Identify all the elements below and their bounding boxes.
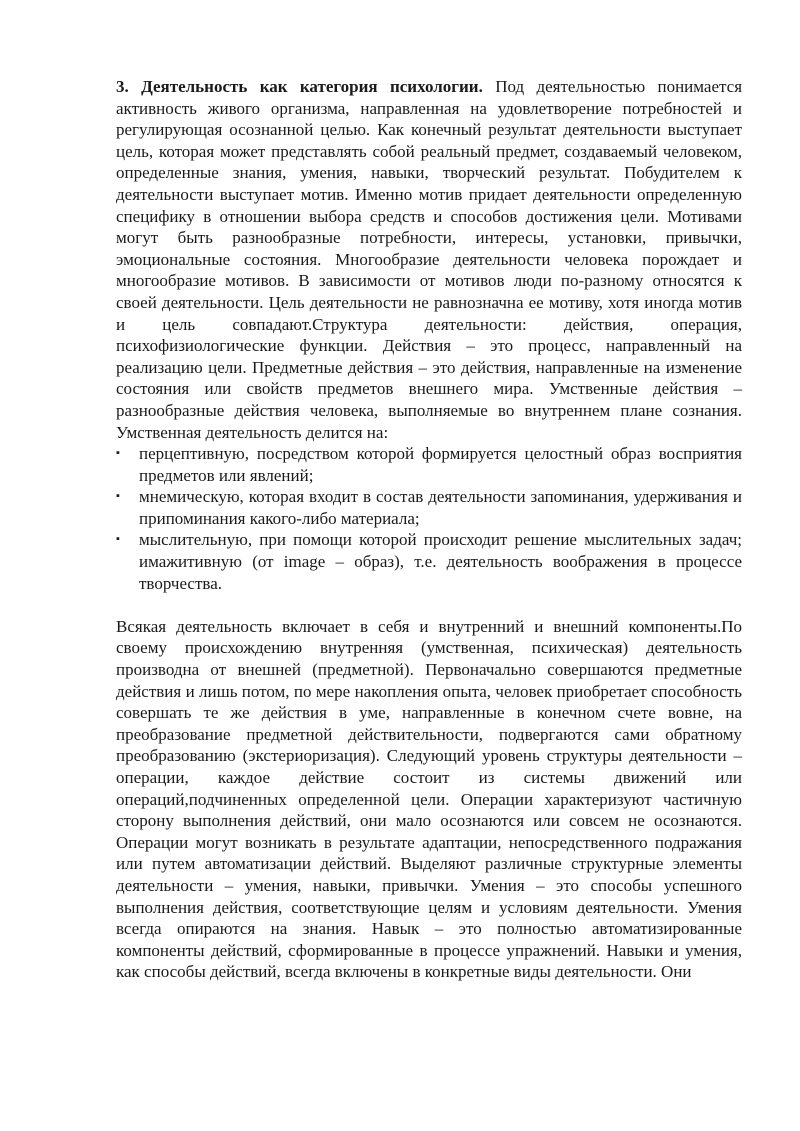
bullet-icon: ▪	[116, 490, 120, 503]
list-item	[116, 486, 742, 529]
intro-paragraph	[116, 76, 742, 443]
bullet-icon: ▪	[116, 533, 120, 546]
list-item-text: перцептивную, посредством которой формируется целостный образ восприятия предметов или явлений;	[139, 444, 742, 485]
list-item	[116, 529, 742, 594]
body-paragraph: Всякая деятельность включает в себя и внутренний и внешний компоненты.По своему происхождению внутренняя (умственная, психическая) деятельность производна от внешней (предметной). Первоначально совершаются предметные действия и лишь потом, по мере накопления опыта, человек приобретает способность совершать те же действия в уме, направленные в конечном счете вовне, на преобразование предметной действительности, подвергаются сами обратному преобразованию (экстериоризация). Следующий уровень структуры деятельности – операции, каждое действие состоит из системы движений или операций,подчиненных определенной цели. Операции характеризуют частичную сторону выполнения действий, они мало осознаются или совсем не осознаются. Операции могут возникать в результате адаптации, непосредственного подражания или путем автоматизации действий. Выделяют различные структурные элементы деятельности – умения, навыки, привычки. Умения – это способы успешного выполнения действия, соответствующие целям и условиям деятельности. Умения всегда опираются на знания. Навык – это полностью автоматизированные компоненты действий, сформированные в процессе упражнений. Навыки и умения, как способы действий, всегда включены в конкретные виды деятельности. Они	[116, 616, 742, 982]
list-item-text: мыслительную, при помощи которой происходит решение мыслительных задач; имажитивную (от image – образ), т.е. деятельность воображения в процессе творчества.	[139, 530, 742, 593]
paragraph-spacer	[116, 594, 742, 616]
document-page	[116, 76, 742, 983]
list-item-text: мнемическую, которая входит в состав деятельности запоминания, удерживания и припоминания какого-либо материала;	[139, 487, 742, 528]
list-item	[116, 443, 742, 486]
bullet-icon: ▪	[116, 447, 120, 460]
section-heading: 3. Деятельность как категория психологии.	[116, 77, 483, 96]
intro-text: Под деятельностью понимается активность живого организма, направленная на удовлетворение потребностей и регулирующая осознанной целью. Как конечный результат деятельности выступает цель, которая может представлять собой реальный предмет, создаваемый человеком, определенные знания, умения, навыки, творческий результат. Побудителем к деятельности выступает мотив. Именно мотив придает деятельности определенную специфику в отношении выбора средств и способов достижения цели. Мотивами могут быть разнообразные потребности, интересы, установки, привычки, эмоциональные состояния. Многообразие деятельности человека порождает и многообразие мотивов. В зависимости от мотивов люди по-разному относятся к своей деятельности. Цель деятельности не равнозначна ее мотиву, хотя иногда мотив и цель совпадают.Структура деятельности: действия, операция, психофизиологические функции. Действия – это процесс, направленный на реализацию цели. Предметные действия – это действия, направленные на изменение состояния или свойств предметов внешнего мира. Умственные действия – разнообразные действия человека, выполняемые во внутреннем плане сознания. Умственная деятельность делится на:	[116, 77, 743, 442]
activity-types-list	[116, 443, 742, 594]
